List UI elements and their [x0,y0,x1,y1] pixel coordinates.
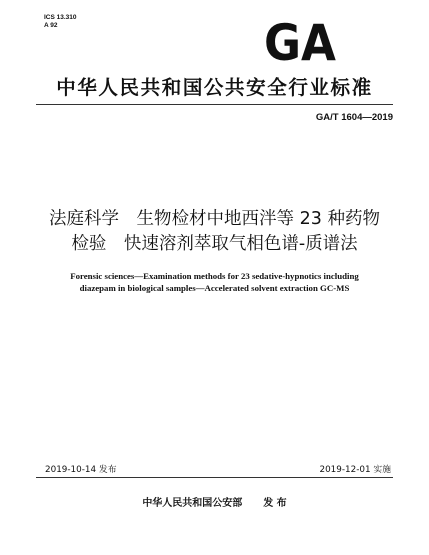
ga-logo [264,18,336,64]
ics-code: ICS 13.310 [44,14,77,21]
ga-logo-text: GA [264,18,336,64]
publisher: 中华人民共和国公安部 发 布 [142,498,287,509]
classification-codes [44,14,77,30]
header-divider [36,104,393,105]
implementation-date: 2019-12-01 实施 [319,465,391,475]
chinese-title-line-2: 检验 快速溶剂萃取气相色谱-质谱法 [71,234,358,254]
english-title [0,270,429,294]
chinese-title [0,207,429,257]
standard-number: GA/T 1604—2019 [315,112,393,123]
footer-divider [36,477,393,478]
chinese-title-line-1: 法庭科学 生物检材中地西泮等 23 种药物 [49,209,380,229]
issue-date: 2019-10-14 发布 [45,465,117,475]
english-title-line-1: Forensic sciences—Examination methods for 23 sedative-hypnotics including [70,271,359,281]
english-title-line-2: diazepam in biological samples—Accelerated solvent extraction GC-MS [79,283,350,293]
ccs-code: A 92 [44,22,58,29]
standard-category-title: 中华人民共和国公共安全行业标准 [56,76,373,99]
